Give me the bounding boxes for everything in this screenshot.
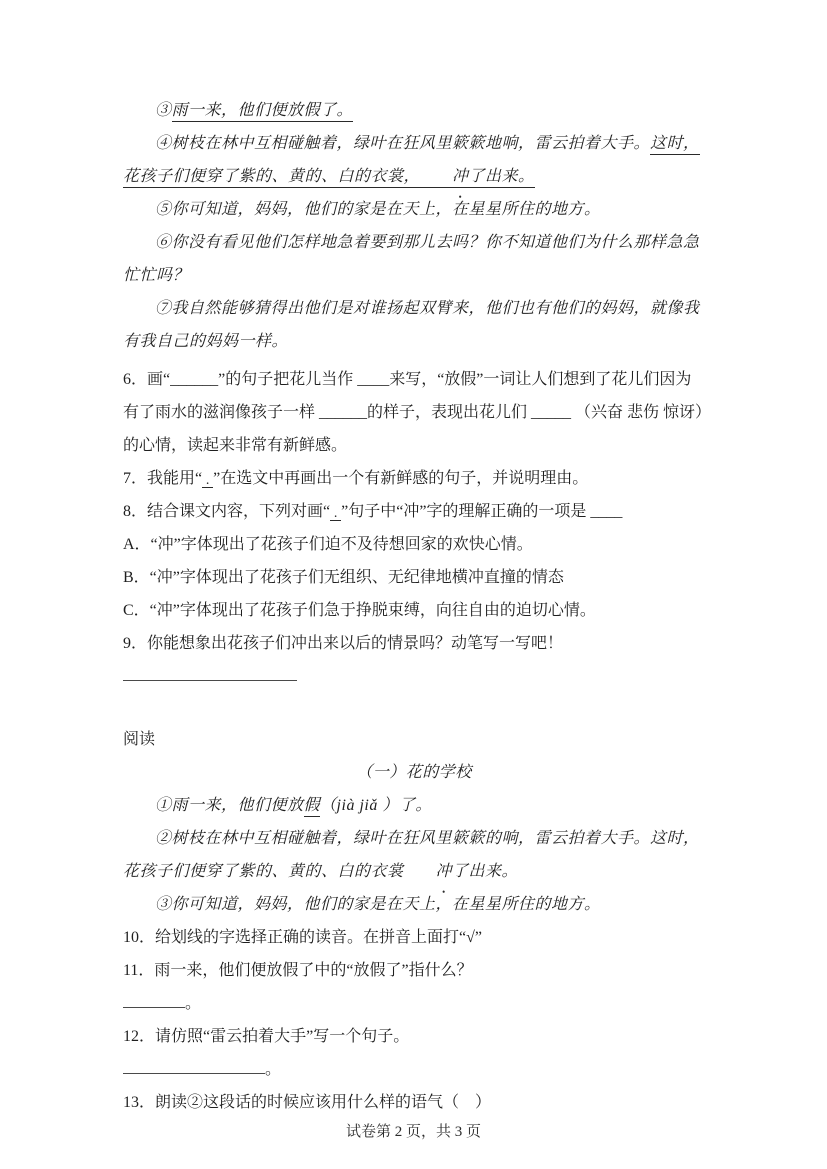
- question-8: [123, 495, 705, 528]
- option-b: B．“冲”字体现出了花孩子们无组织、无纪律地横冲直撞的情态: [123, 569, 564, 586]
- question-9: 9．你能想象出花孩子们冲出来以后的情景吗？动笔写一写吧！: [123, 635, 564, 652]
- underlined-char: 假: [304, 797, 321, 817]
- excerpt-paragraph-6: [123, 226, 705, 292]
- passage-text: 雨一来，他们便放: [171, 797, 304, 814]
- underlined-text-end: 了出来。: [468, 168, 535, 185]
- page-footer: 试卷第 2 页，共 3 页: [345, 1124, 481, 1140]
- question-12: 12．请仿照“雷云拍着大手”写一个句子。: [123, 1028, 410, 1045]
- answer-blank: [123, 662, 297, 681]
- answer-blank-line-9: [123, 660, 705, 693]
- excerpt-paragraph-4: [123, 127, 705, 193]
- reading-paragraph-1: [123, 789, 705, 822]
- question-7: [123, 462, 705, 495]
- blank-period: 。: [185, 995, 202, 1012]
- question-text: 8．结合课文内容，下列对画“: [123, 503, 331, 520]
- passage-text: 你没有看见他们怎样地急着要到那儿去吗？你不知道他们为什么那样急急忙忙吗？: [123, 234, 700, 284]
- reading-title: （一）花的学校: [356, 764, 472, 781]
- underlined-text: 雨一来，他们便放假了。: [172, 102, 354, 122]
- emphasis-char: 冲: [452, 168, 469, 185]
- circled-number: ④: [155, 135, 172, 152]
- circled-number: ③: [155, 102, 172, 119]
- question-text: ”在选文中再画出一个有新鲜感的句子，并说明理由。: [213, 470, 589, 487]
- dot-underline-mark: .: [202, 475, 213, 488]
- option-a: A．“冲”字体现出了花孩子们迫不及待想回家的欢快心情。: [123, 536, 533, 553]
- passage-text: 树枝在林中互相碰触着，绿叶在狂风里簌簌地响，雷云拍着大手。: [171, 135, 651, 152]
- question-13: 13．朗读②这段话的时候应该用什么样的语气（ ）: [123, 1094, 492, 1111]
- dot-underline-mark: .: [330, 508, 341, 521]
- excerpt-paragraph-5: [123, 193, 705, 226]
- excerpt-paragraph-3: [123, 94, 705, 127]
- answer-blank: [123, 989, 185, 1008]
- question-11: 11．雨一来，他们便放假了中的“放假了”指什么？: [123, 962, 473, 979]
- circled-number: ①: [155, 797, 172, 814]
- blank-period: 。: [265, 1061, 282, 1078]
- passage-text: 你可知道，妈妈，他们的家是在天上，在星星所住的地方。: [171, 201, 601, 218]
- answer-blank: [123, 1055, 265, 1074]
- section-label-reading: 阅读: [123, 731, 156, 748]
- question-10: 10．给划线的字选择正确的读音。在拼音上面打“√”: [123, 929, 482, 946]
- exam-content: [123, 94, 705, 1119]
- question-text: ”句子中“冲”字的理解正确的一项是 ____: [341, 503, 623, 520]
- pinyin-choice: （jià jiǎ ）了。: [320, 797, 432, 814]
- circled-number: ⑦: [155, 300, 172, 317]
- circled-number: ⑥: [155, 234, 172, 251]
- answer-blank-line-11: [123, 987, 705, 1020]
- question-text: 7．我能用“: [123, 470, 203, 487]
- answer-blank-line-12: [123, 1053, 705, 1086]
- passage-text: 树枝在林中互相碰触着，绿叶在狂风里簌簌的响，雷云拍着大手。这时，花孩子们便穿了紫的、黄的、白的衣裳: [123, 830, 700, 880]
- passage-text: 了出来。: [452, 863, 519, 880]
- reading-paragraph-2: [123, 822, 705, 888]
- emphasis-char: 冲: [435, 863, 453, 880]
- question-6: 6．画“______”的句子把花儿当作 ____来写，“放假”一词让人们想到了花儿们因为有了雨水的滋润像孩子一样 ______的样子，表现出花儿们 _____ （兴奋 悲伤 惊讶）的心情，读起来非常有新鲜感。: [123, 371, 704, 454]
- option-c: C．“冲”字体现出了花孩子们急于挣脱束缚，向往自由的迫切心情。: [123, 602, 596, 619]
- circled-number: ③: [155, 896, 172, 913]
- circled-number: ②: [155, 830, 172, 847]
- circled-number: ⑤: [155, 201, 172, 218]
- passage-text: 我自然能够猜得出他们是对谁扬起双臂来，他们也有他们的妈妈，就像我有我自己的妈妈一样。: [123, 300, 700, 350]
- passage-text: 你可知道，妈妈，他们的家是在天上，在星星所住的地方。: [171, 896, 601, 913]
- underlined-text-start: 这时，花孩子们便穿了紫的、黄的、白的衣裳，: [123, 135, 700, 185]
- excerpt-paragraph-7: [123, 292, 705, 358]
